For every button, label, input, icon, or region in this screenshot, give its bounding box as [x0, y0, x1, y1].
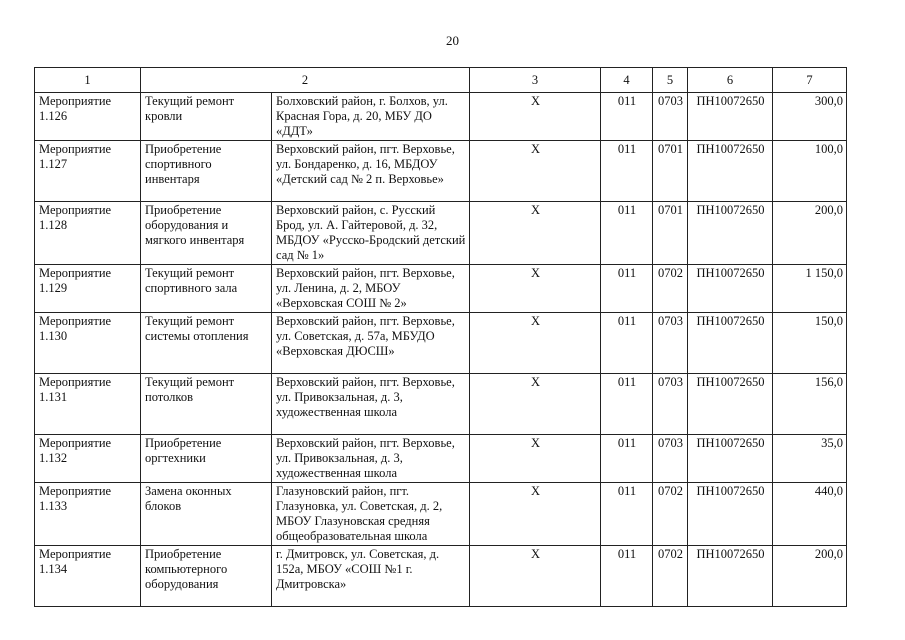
measure-col5: 0702 [653, 546, 688, 607]
measure-id: Мероприятие 1.130 [35, 313, 141, 374]
measure-amount: 100,0 [773, 141, 847, 202]
measure-col6: ПН10072650 [688, 435, 773, 483]
measure-col6: ПН10072650 [688, 374, 773, 435]
measure-id: Мероприятие 1.128 [35, 202, 141, 265]
measure-id: Мероприятие 1.126 [35, 93, 141, 141]
measure-col4: 011 [601, 265, 653, 313]
measure-col5: 0703 [653, 93, 688, 141]
measure-amount: 150,0 [773, 313, 847, 374]
measure-col4: 011 [601, 141, 653, 202]
measure-col4: 011 [601, 202, 653, 265]
measure-name: Приобретение компьютерного оборудования [141, 546, 272, 607]
table-row [35, 265, 847, 313]
table-row [35, 546, 847, 607]
measure-col4: 011 [601, 435, 653, 483]
header-col-7: 7 [773, 68, 847, 93]
header-col-5: 5 [653, 68, 688, 93]
measure-col5: 0701 [653, 141, 688, 202]
measure-id: Мероприятие 1.132 [35, 435, 141, 483]
measure-name: Текущий ремонт потолков [141, 374, 272, 435]
header-row [35, 68, 847, 93]
measure-col3: X [470, 483, 601, 546]
measure-col4: 011 [601, 313, 653, 374]
measure-amount: 200,0 [773, 546, 847, 607]
measure-address: Верховский район, пгт. Верховье, ул. Привокзальная, д. 3, художественная школа [272, 374, 470, 435]
measure-name: Текущий ремонт кровли [141, 93, 272, 141]
measure-amount: 440,0 [773, 483, 847, 546]
measure-col4: 011 [601, 483, 653, 546]
measure-col5: 0703 [653, 435, 688, 483]
page-number: 20 [446, 33, 459, 48]
measure-id: Мероприятие 1.129 [35, 265, 141, 313]
measure-amount: 35,0 [773, 435, 847, 483]
table-row [35, 483, 847, 546]
measure-col5: 0703 [653, 313, 688, 374]
measure-name: Приобретение оборудования и мягкого инвентаря [141, 202, 272, 265]
measure-col5: 0702 [653, 483, 688, 546]
measure-col5: 0701 [653, 202, 688, 265]
measure-id: Мероприятие 1.134 [35, 546, 141, 607]
measure-address: Глазуновский район, пгт. Глазуновка, ул. Советская, д. 2, МБОУ Глазуновская средняя общеобразовательная школа [272, 483, 470, 546]
measure-id: Мероприятие 1.127 [35, 141, 141, 202]
measure-address: Болховский район, г. Болхов, ул. Красная Гора, д. 20, МБУ ДО «ДДТ» [272, 93, 470, 141]
measure-col6: ПН10072650 [688, 202, 773, 265]
table-row [35, 202, 847, 265]
header-col-6: 6 [688, 68, 773, 93]
measure-name: Приобретение оргтехники [141, 435, 272, 483]
measure-col6: ПН10072650 [688, 313, 773, 374]
measure-address: Верховский район, пгт. Верховье, ул. Советская, д. 57а, МБУДО «Верховская ДЮСШ» [272, 313, 470, 374]
measure-col4: 011 [601, 374, 653, 435]
measure-address: Верховский район, с. Русский Брод, ул. А. Гайтеровой, д. 32, МБДОУ «Русско-Бродский детский сад № 1» [272, 202, 470, 265]
measure-name: Замена оконных блоков [141, 483, 272, 546]
measure-col5: 0702 [653, 265, 688, 313]
measure-col5: 0703 [653, 374, 688, 435]
measure-amount: 300,0 [773, 93, 847, 141]
measure-name: Приобретение спортивного инвентаря [141, 141, 272, 202]
measure-col3: X [470, 546, 601, 607]
measure-col3: X [470, 435, 601, 483]
measure-id: Мероприятие 1.133 [35, 483, 141, 546]
measure-col3: X [470, 265, 601, 313]
measure-col6: ПН10072650 [688, 265, 773, 313]
measure-col3: X [470, 202, 601, 265]
table-row [35, 93, 847, 141]
table-row [35, 435, 847, 483]
measure-col3: X [470, 93, 601, 141]
measure-amount: 156,0 [773, 374, 847, 435]
measure-col6: ПН10072650 [688, 546, 773, 607]
measure-address: г. Дмитровск, ул. Советская, д. 152а, МБОУ «СОШ №1 г. Дмитровска» [272, 546, 470, 607]
measure-address: Верховский район, пгт. Верховье, ул. Бондаренко, д. 16, МБДОУ «Детский сад № 2 п. Верховье» [272, 141, 470, 202]
table-row [35, 141, 847, 202]
measure-amount: 1 150,0 [773, 265, 847, 313]
measure-col6: ПН10072650 [688, 483, 773, 546]
measure-col6: ПН10072650 [688, 141, 773, 202]
header-col-3: 3 [470, 68, 601, 93]
measure-col6: ПН10072650 [688, 93, 773, 141]
measure-col4: 011 [601, 93, 653, 141]
measure-amount: 200,0 [773, 202, 847, 265]
measure-col4: 011 [601, 546, 653, 607]
measure-col3: X [470, 313, 601, 374]
measures-table [34, 67, 847, 607]
measure-col3: X [470, 141, 601, 202]
header-col-1: 1 [35, 68, 141, 93]
measure-address: Верховский район, пгт. Верховье, ул. Привокзальная, д. 3, художественная школа [272, 435, 470, 483]
table-row [35, 313, 847, 374]
header-col-2: 2 [141, 68, 470, 93]
measure-name: Текущий ремонт системы отопления [141, 313, 272, 374]
header-col-4: 4 [601, 68, 653, 93]
measure-id: Мероприятие 1.131 [35, 374, 141, 435]
measure-address: Верховский район, пгт. Верховье, ул. Ленина, д. 2, МБОУ «Верховская СОШ № 2» [272, 265, 470, 313]
measure-col3: X [470, 374, 601, 435]
measure-name: Текущий ремонт спортивного зала [141, 265, 272, 313]
table-row [35, 374, 847, 435]
